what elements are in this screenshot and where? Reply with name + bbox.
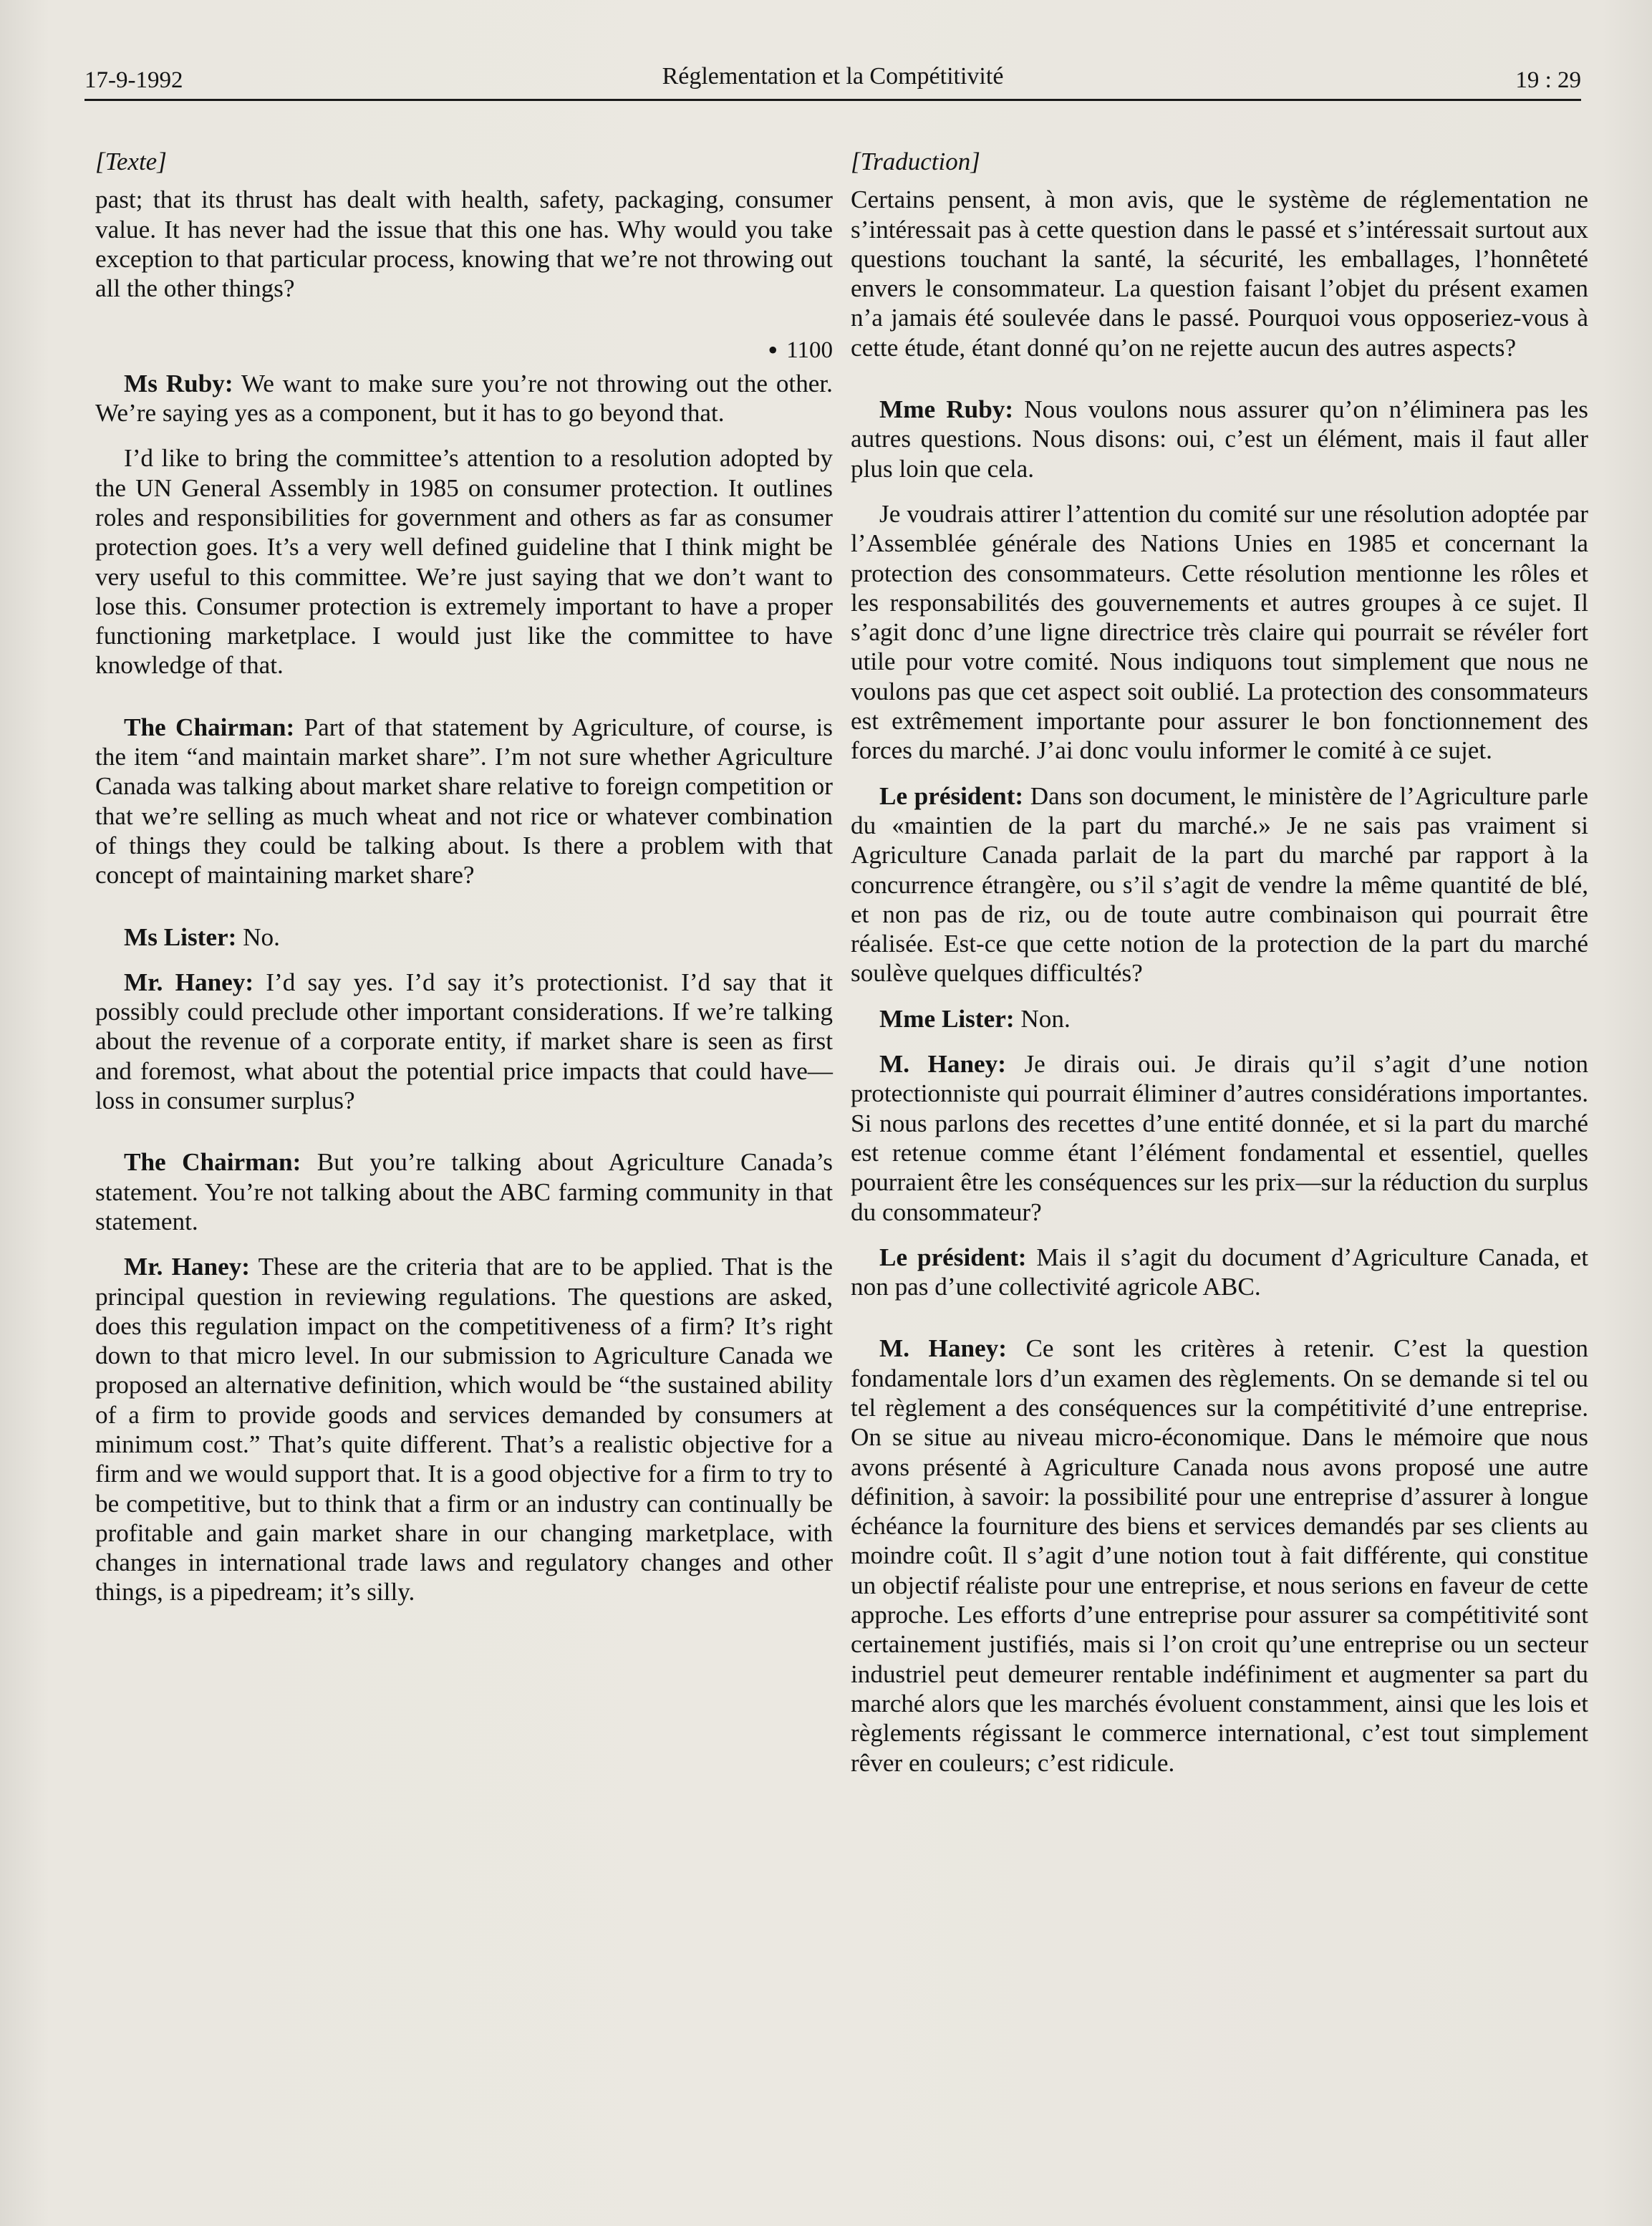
statement-ms-lister xyxy=(95,922,833,952)
speaker-name: Ms Lister: xyxy=(124,922,237,951)
time-marker xyxy=(95,335,833,365)
statement-text: Nous voulons nous assurer qu’on n’éliminera pas les autres questions. Nous disons: oui, c’est un élément, mais il faut aller plus loin que cela. xyxy=(851,395,1588,483)
statement-text: These are the criteria that are to be applied. That is the principal question in reviewing regulations. The questions are asked, does this regulation impact on the competitiveness of a firm? It’s right down to that micro level. In our submission to Agriculture Canada we proposed an alternative definition, which would be “the sustained ability of a firm to provide goods and services demanded by consumers at minimum cost.” That’s quite different. That’s a realistic objective for a firm and we would support that. It is a good objective for a firm to try to be competitive, but to think that a firm or an industry can continually be profitable and gain market share in our changing marketplace, with changes in international trade laws and regulatory changes and other things, is a pipedream; it’s silly. xyxy=(95,1253,833,1606)
statement-le-president xyxy=(851,781,1588,988)
speaker-name: Le président: xyxy=(879,781,1024,810)
french-column xyxy=(851,147,1588,1778)
statement-text: But you’re talking about Agriculture Canada’s statement. You’re not talking about the ABC farming community in that statement. xyxy=(95,1148,833,1235)
speaker-name: M. Haney: xyxy=(879,1050,1006,1079)
speaker-name: Mr. Haney: xyxy=(124,1253,251,1281)
statement-ms-ruby xyxy=(95,369,833,428)
statement-mme-ruby xyxy=(851,395,1588,483)
statement-text: We want to make sure you’re not throwing out the other. We’re saying yes as a component, but it has to go beyond that. xyxy=(95,369,833,428)
statement-text: Ce sont les critères à retenir. C’est la question fondamentale lors d’un examen des règlements. On se demande si tel ou tel règlement a des conséquences sur la compétitivité d’une entreprise. On se situe au niveau micro-économique. Dans le mémoire que nous avons présenté à Agriculture Canada nous avons proposé une autre définition, à savoir: la possibilité pour une entreprise d’assurer à longue échéance la fourniture des biens et services demandés par ses clients au moindre coût. Il s’agit d’une notion tout à fait différente, qui constitue un objectif réaliste pour une entreprise, et nous serions en faveur de cette approche. Les efforts d’une entreprise pour assurer sa compétitivité sont certainement justifiés, mais si l’on croit qu’une entreprise ou un secteur industriel peut demeurer rentable indéfiniment et augmenter sa part du marché alors que les marchés évoluent constamment, ainsi que les lois et règlements régissant le commerce international, c’est tout simplement rêver en couleurs; c’est ridicule. xyxy=(851,1334,1588,1777)
statement-m-haney xyxy=(851,1049,1588,1227)
statement-text: No. xyxy=(236,922,280,951)
paragraph-resolution: I’d like to bring the committee’s attention to a resolution adopted by the UN General Assembly in 1985 on consumer protection. It outlines roles and responsibilities for government and others as far as consumer protection goes. It’s a very well defined guideline that I think might be very useful to this committee. We’re just saying that we don’t want to lose this. Consumer protection is extremely important to have a proper functioning marketplace. I would just like the committee to have knowledge of that. xyxy=(95,444,833,680)
english-column xyxy=(95,147,833,1607)
paragraph-opening: Certains pensent, à mon avis, que le système de réglementation ne s’intéressait pas à cette question dans le passé et s’intéressait surtout aux questions touchant la santé, la sécurité, les emballages, l’honnêteté envers le consommateur. La question faisant l’objet du présent examen n’a jamais été soulevée dans le passé. Pourquoi vous opposeriez-vous à cette étude, étant donné qu’on ne rejette aucun des autres aspects? xyxy=(851,186,1588,362)
statement-mr-haney xyxy=(95,968,833,1115)
speaker-name: M. Haney: xyxy=(879,1334,1007,1363)
statement-le-president xyxy=(851,1243,1588,1302)
statement-m-haney xyxy=(851,1334,1588,1777)
speaker-name: Le président: xyxy=(879,1243,1027,1271)
header-title: Réglementation et la Compétitivité xyxy=(662,63,1004,90)
speaker-name: The Chairman: xyxy=(124,713,295,741)
statement-chairman xyxy=(95,713,833,890)
header-page-number: 19 : 29 xyxy=(1515,67,1581,93)
statement-mr-haney xyxy=(95,1252,833,1607)
speaker-name: Mr. Haney: xyxy=(124,968,254,996)
paragraph-continuation: past; that its thrust has dealt with health, safety, packaging, consumer value. It has never had the issue that this one has. Why would you take exception to that particular process, knowing that we’re not throwing out all the other things? xyxy=(95,186,833,303)
time-marker-value: 1100 xyxy=(786,337,833,364)
statement-text: Part of that statement by Agriculture, of course, is the item “and maintain market share”. I’m not sure whether Agriculture Canada was talking about market share relative to foreign competition or that we’re selling as much wheat and not rice or whatever combination of things they could be talking about. Is there a problem with that concept of maintaining market share? xyxy=(95,713,833,890)
statement-text: I’d say yes. I’d say it’s protectionist. I’d say that it possibly could preclude other important considerations. If we’re talking about the revenue of a corporate entity, if market share is seen as first and foremost, what about the potential price impacts that could have—loss in consumer surplus? xyxy=(95,968,833,1115)
statement-chairman xyxy=(95,1147,833,1236)
speaker-name: Mme Lister: xyxy=(879,1004,1015,1033)
language-label-english: [Texte] xyxy=(95,148,167,175)
paragraph-resolution: Je voudrais attirer l’attention du comité sur une résolution adoptée par l’Assemblée générale des Nations Unies en 1985 et concernant la protection des consommateurs. Cette résolution mentionne les rôles et les responsabilités des gouvernements et autres groupes à ce sujet. Il s’agit donc d’une ligne directrice très claire qui pourrait se révéler fort utile pour votre comité. Nous indiquons tout simplement que nous ne voulons pas que cet aspect soit oublié. La protection des consommateurs est extrêmement importante pour assurer le bon fonctionnement des forces du marché. J’ai donc voulu informer le comité à ce sujet. xyxy=(851,499,1588,765)
header-rule xyxy=(84,99,1581,101)
statement-text: Je dirais oui. Je dirais qu’il s’agit d’une notion protectionniste qui pourrait éliminer d’autres considérations importantes. Si nous parlons des recettes d’une entité donnée, et si la part du marché est retenue comme étant l’élément fondamental et essentiel, quelles pourraient être les conséquences sur les prix—sur la réduction du surplus du consommateur? xyxy=(851,1050,1588,1226)
bullet-icon: • xyxy=(768,334,778,367)
language-label-french: [Traduction] xyxy=(851,148,980,175)
speaker-name: Mme Ruby: xyxy=(879,395,1014,424)
speaker-name: Ms Ruby: xyxy=(124,369,233,398)
statement-text: Non. xyxy=(1014,1004,1071,1033)
header-date: 17-9-1992 xyxy=(84,67,183,93)
statement-text: Mais il s’agit du document d’Agriculture Canada, et non pas d’une collectivité agricole ABC. xyxy=(851,1243,1588,1301)
speaker-name: The Chairman: xyxy=(124,1148,301,1177)
statement-text: Dans son document, le ministère de l’Agriculture parle du «maintien de la part du marché.» Je ne sais pas vraiment si Agriculture Canada parlait de la part du marché par rapport à la concurrence étrangère, ou s’il s’agit de vendre la même quantité de blé, et non pas de riz, ou de toute autre combinaison qui pourrait être réalisée. Est-ce que cette notion de la protection de la part du marché soulève quelques difficultés? xyxy=(851,781,1588,988)
statement-mme-lister xyxy=(851,1004,1588,1034)
page-header xyxy=(84,63,1581,97)
